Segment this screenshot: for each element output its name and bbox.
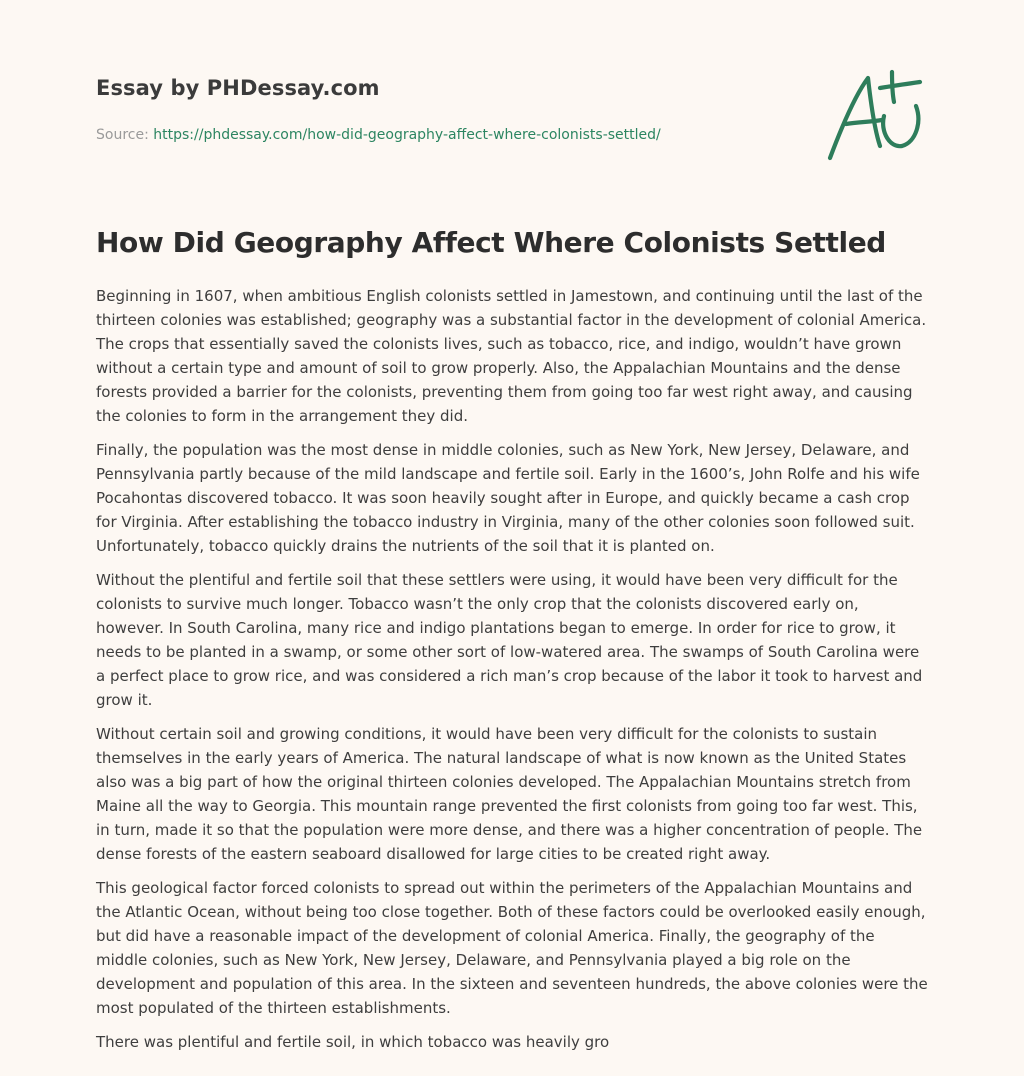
logo-plus-horizontal	[880, 82, 920, 88]
essay-paragraph: Finally, the population was the most dense in middle colonies, such as New York, New Jersey, Delaware, and Pennsylvania partly because of the mild landscape and fertile soil. Early in the 1600’s, John Rolfe and his wife Pocahontas discovered tobacco. It was soon heavily sought after in Europe, and quickly became a cash crop for Virginia. After establishing the tobacco industry in Virginia, many of the other colonies soon followed suit. Unfortunately, tobacco quickly drains the nutrients of the soil that it is planted on.	[96, 441, 920, 555]
logo-swoosh	[883, 106, 918, 146]
site-header	[96, 76, 796, 143]
a-plus-logo	[820, 66, 930, 166]
source-label: Source:	[96, 127, 154, 143]
source-line	[96, 127, 796, 143]
source-link[interactable]: https://phdessay.com/how-did-geography-affect-where-colonists-settled/	[153, 127, 661, 143]
essay-paragraph: Without certain soil and growing conditions, it would have been very difficult for the colonists to sustain themselves in the early years of America. The natural landscape of what is now known as the United States also was a big part of how the original thirteen colonies developed. The Appalachian Mountains stretch from Maine all the way to Georgia. This mountain range prevented the first colonists from going too far west. This, in turn, made it so that the population were more dense, and there was a higher concentration of people. The dense forests of the eastern seaboard disallowed for large cities to be created right away.	[96, 725, 923, 863]
essay-paragraph: Without the plentiful and fertile soil that these settlers were using, it would have been very difficult for the colonists to survive much longer. Tobacco wasn’t the only crop that the colonists discovered early on, however. In South Carolina, many rice and indigo plantations began to emerge. In order for rice to grow, it needs to be planted in a swamp, or some other sort of low-watered area. The swamps of South Carolina were a perfect place to grow rice, and was considered a rich man’s crop because of the labor it took to harvest and grow it.	[96, 571, 923, 709]
essay-title: How Did Geography Affect Where Colonists Settled	[96, 226, 886, 259]
essay-body	[96, 284, 928, 1064]
logo-a-stroke	[830, 78, 880, 158]
essay-paragraph: This geological factor forced colonists to spread out within the perimeters of the Appalachian Mountains and the Atlantic Ocean, without being too close together. Both of these factors could be overlooked easily enough, but did have a reasonable impact of the development of colonial America. Finally, the geography of the middle colonies, such as New York, New Jersey, Delaware, and Pennsylvania played a big role on the development and population of this area. In the sixteen and seventeen hundreds, the above colonies were the most populated of the thirteen establishments.	[96, 879, 928, 1017]
essay-paragraph: Beginning in 1607, when ambitious English colonists settled in Jamestown, and continuing until the last of the thirteen colonies was established; geography was a substantial factor in the development of colonial America. The crops that essentially saved the colonists lives, such as tobacco, rice, and indigo, wouldn’t have grown without a certain type and amount of soil to grow properly. Also, the Appalachian Mountains and the dense forests provided a barrier for the colonists, preventing them from going too far west right away, and causing the colonies to form in the arrangement they did.	[96, 287, 927, 425]
site-brand: Essay by PHDessay.com	[96, 76, 380, 100]
essay-paragraph: There was plentiful and fertile soil, in which tobacco was heavily gro	[96, 1033, 610, 1051]
